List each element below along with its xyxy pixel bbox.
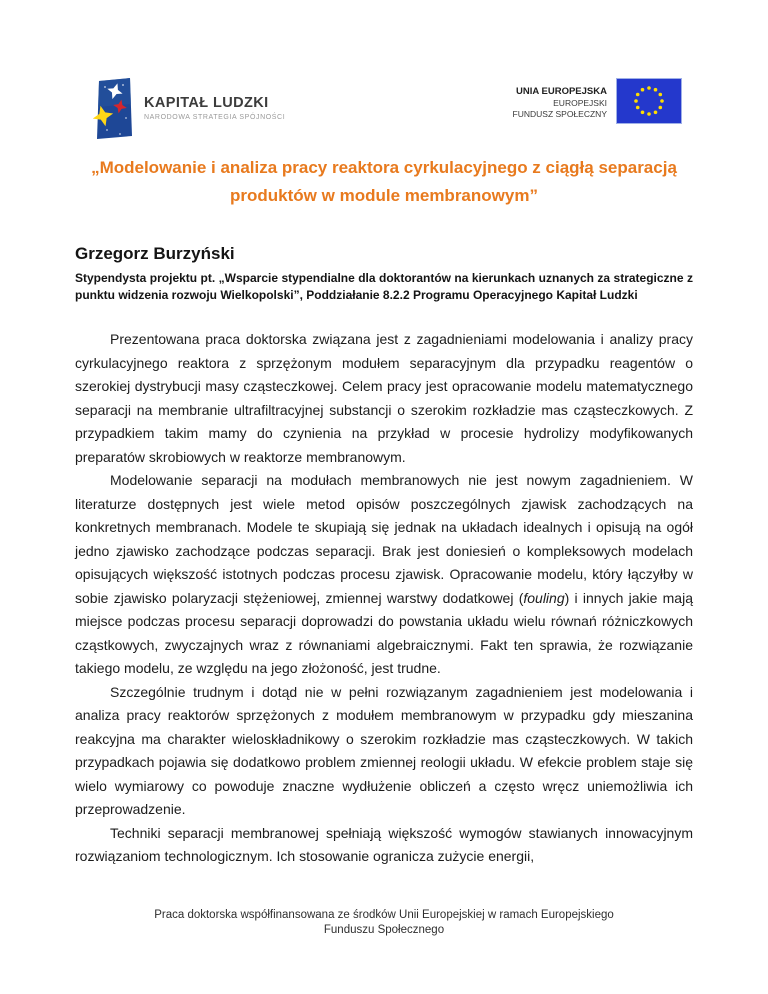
kapital-ludzki-text xyxy=(144,95,285,121)
paragraph-1: Prezentowana praca doktorska związana jest z zagadnieniami modelowania i analizy pracy cyrkulacyjnego reaktora z sprzężonym modułem separacyjnym dla przypadku reagentów o szerokiej dystrybucji masy cząsteczkowej. Celem pracy jest opracowanie modelu matematycznego separacji na membranie ultrafiltracyjnej substancji o szerokim rozkładzie mas cząsteczkowych. Z przypadkiem takim mamy do czynienia na przykład w procesie hydrolizy modyfikowanych preparatów skrobiowych w reaktorze membranowym. xyxy=(75,331,693,465)
header-logos xyxy=(93,78,682,140)
eu-text xyxy=(513,86,607,119)
eu-line2: EUROPEJSKI xyxy=(553,98,607,108)
kapital-ludzki-logo xyxy=(93,78,285,140)
paragraph-2 xyxy=(75,469,693,681)
paragraph-3: Szczególnie trudnym i dotąd nie w pełni rozwiązanym zagadnieniem jest modelowania i analiza pracy reaktorów sprzężonych z modułem membranowym w przypadku gdy mieszanina reakcyjna ma charakter wieloskładnikowy o szerokim rozkładzie mas cząsteczkowych. W takich przypadkach pojawia się dodatkowo problem zmiennej reologii układu. W efekcie problem staje się wielo wymiarowy co powoduje znaczne wydłużenie obliczeń a często wręcz uniemożliwia ich przeprowadzenie. xyxy=(75,683,693,817)
paragraph-4: Techniki separacji membranowej spełniają większość wymogów stawianych innowacyjnym rozwiązaniom technologicznym. Ich stosowanie ogranicza zużycie energii, xyxy=(75,824,693,864)
footer-note xyxy=(0,908,768,938)
paragraph-2-start: Modelowanie separacji na modułach membranowych nie jest nowym zagadnieniem. W literaturze dostępnych jest wiele metod opisów poszczególnych zjawisk zachodzących na konkretnych membranach. Modele te skupiają się jednak na układach idealnych i opisują na ogół jedno zjawisko zachodzące podczas separacji. Brak jest doniesień o kompleksowych modelach opisujących większość istotnych podczas procesu zjawisk. Opracowanie modelu, który łączyłby w sobie zjawisko polaryzacji stężeniowej, zmiennej warstwy dodatkowej ( xyxy=(75,472,693,606)
eu-logo xyxy=(513,78,682,124)
eu-line1: UNIA EUROPEJSKA xyxy=(516,86,607,97)
paragraph-2-end: ) i innych jakie mają miejsce podczas procesu separacji doprowadzi do powstania układu wielu równań różniczkowych cząstkowych, zwyczajnych wraz z równaniami algebraicznymi. Fakt ten sprawia, że rozwiązanie takiego modelu, ze względu na jego złożoność, jest trudne. xyxy=(75,589,693,676)
footer-line-1: Praca doktorska współfinansowana ze środków Unii Europejskiej w ramach Europejskiego xyxy=(154,909,614,921)
kapital-ludzki-name: KAPITAŁ LUDZKI xyxy=(144,95,269,111)
author-name: Grzegorz Burzyński xyxy=(75,244,235,263)
kapital-ludzki-flag-icon xyxy=(93,78,133,140)
eu-line3: FUNDUSZ SPOŁECZNY xyxy=(512,109,607,119)
footer-line-2: Funduszu Społecznego xyxy=(323,924,445,936)
project-note: Stypendysta projektu pt. „Wsparcie stypendialne dla doktorantów na kierunkach uznanych za strategiczne z punktu widzenia rozwoju Wielkopolski”, Poddziałanie 8.2.2 Programu Operacyjnego Kapitał Ludzki xyxy=(75,271,693,302)
eu-flag-icon xyxy=(616,78,682,124)
body-text xyxy=(75,328,693,869)
document-title: „Modelowanie i analiza pracy reaktora cyrkulacyjnego z ciągłą separacją produktów w module membranowym” xyxy=(91,158,677,205)
kapital-ludzki-subtitle: NARODOWA STRATEGIA SPÓJNOŚCI xyxy=(144,114,286,121)
italic-term-fouling: fouling xyxy=(523,589,565,606)
